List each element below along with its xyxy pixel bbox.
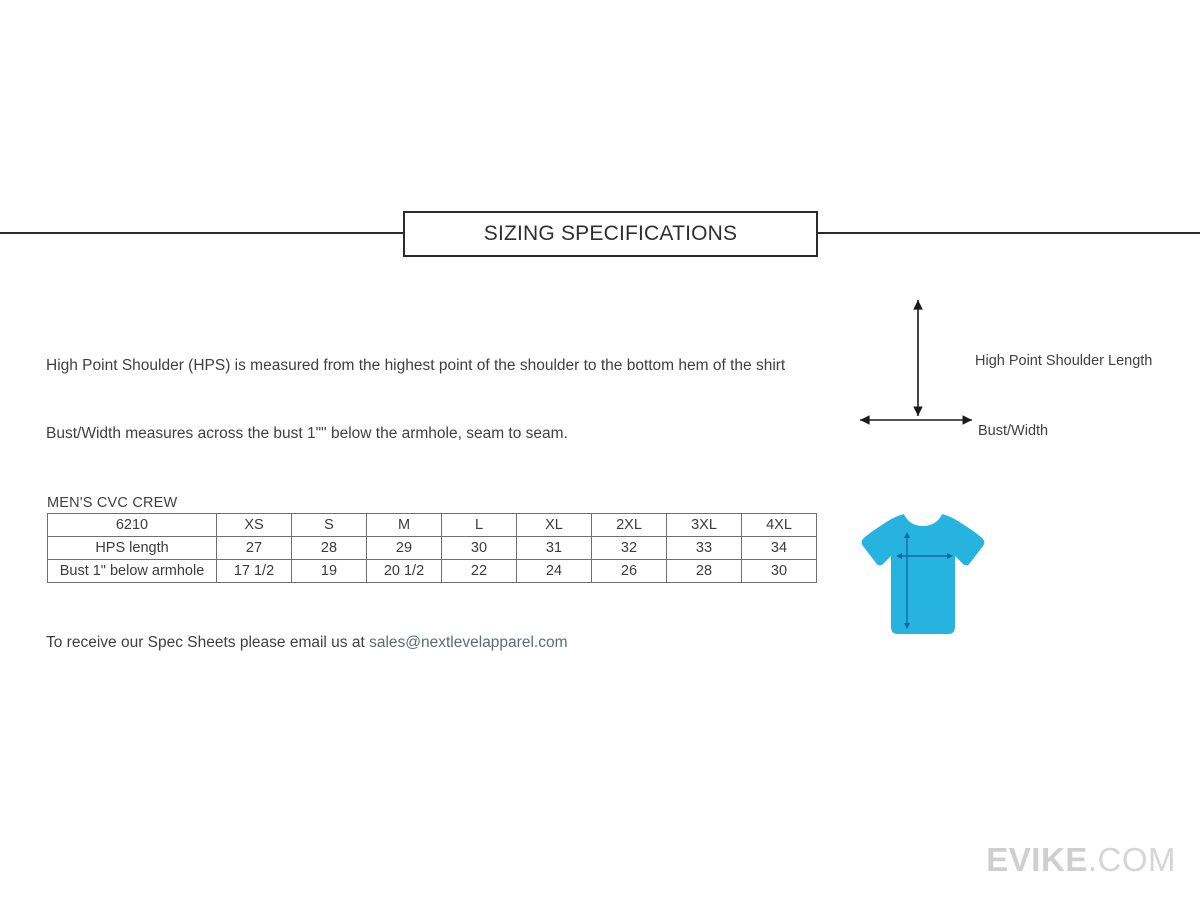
table-cell: 26 bbox=[592, 560, 667, 583]
watermark-brand: EVIKE bbox=[986, 841, 1088, 878]
table-row bbox=[48, 537, 817, 560]
table-cell: 28 bbox=[292, 537, 367, 560]
tshirt-illustration bbox=[858, 508, 988, 640]
table-header-size: XS bbox=[217, 514, 292, 537]
table-cell: 33 bbox=[667, 537, 742, 560]
table-row-label: Bust 1" below armhole bbox=[48, 560, 217, 583]
table-cell: 32 bbox=[592, 537, 667, 560]
table-cell: 34 bbox=[742, 537, 817, 560]
diagram-label-hps-length: High Point Shoulder Length bbox=[975, 353, 1153, 369]
table-style-number: 6210 bbox=[48, 514, 217, 537]
size-chart-table bbox=[47, 513, 817, 583]
table-caption: MEN'S CVC CREW bbox=[47, 495, 178, 511]
table-header-size: XL bbox=[517, 514, 592, 537]
note-hps: High Point Shoulder (HPS) is measured from the highest point of the shoulder to the bottom hem of the shirt bbox=[46, 357, 786, 374]
table-cell: 30 bbox=[742, 560, 817, 583]
email-address-link[interactable]: sales@nextlevelapparel.com bbox=[369, 634, 568, 651]
table-cell: 29 bbox=[367, 537, 442, 560]
note-bust: Bust/Width measures across the bust 1"" below the armhole, seam to seam. bbox=[46, 425, 568, 442]
table-cell: 19 bbox=[292, 560, 367, 583]
table-cell: 31 bbox=[517, 537, 592, 560]
evike-watermark bbox=[986, 841, 1176, 879]
table-header-size: S bbox=[292, 514, 367, 537]
table-cell: 22 bbox=[442, 560, 517, 583]
table-header-size: 2XL bbox=[592, 514, 667, 537]
table-cell: 30 bbox=[442, 537, 517, 560]
table-header-size: M bbox=[367, 514, 442, 537]
spec-sheet-email-line bbox=[46, 634, 567, 652]
watermark-tld: .COM bbox=[1087, 841, 1176, 878]
table-header-size: L bbox=[442, 514, 517, 537]
page-title bbox=[403, 211, 818, 257]
table-row bbox=[48, 514, 817, 537]
diagram-label-bust-width: Bust/Width bbox=[978, 423, 1049, 439]
table-cell: 20 1/2 bbox=[367, 560, 442, 583]
table-row-label: HPS length bbox=[48, 537, 217, 560]
table-header-size: 4XL bbox=[742, 514, 817, 537]
table-cell: 27 bbox=[217, 537, 292, 560]
table-cell: 17 1/2 bbox=[217, 560, 292, 583]
page-title-text: SIZING SPECIFICATIONS bbox=[483, 222, 738, 245]
table-header-size: 3XL bbox=[667, 514, 742, 537]
table-row bbox=[48, 560, 817, 583]
tshirt-icon bbox=[858, 508, 988, 640]
email-prefix-text: To receive our Spec Sheets please email us at bbox=[46, 634, 370, 651]
table-cell: 24 bbox=[517, 560, 592, 583]
table-cell: 28 bbox=[667, 560, 742, 583]
